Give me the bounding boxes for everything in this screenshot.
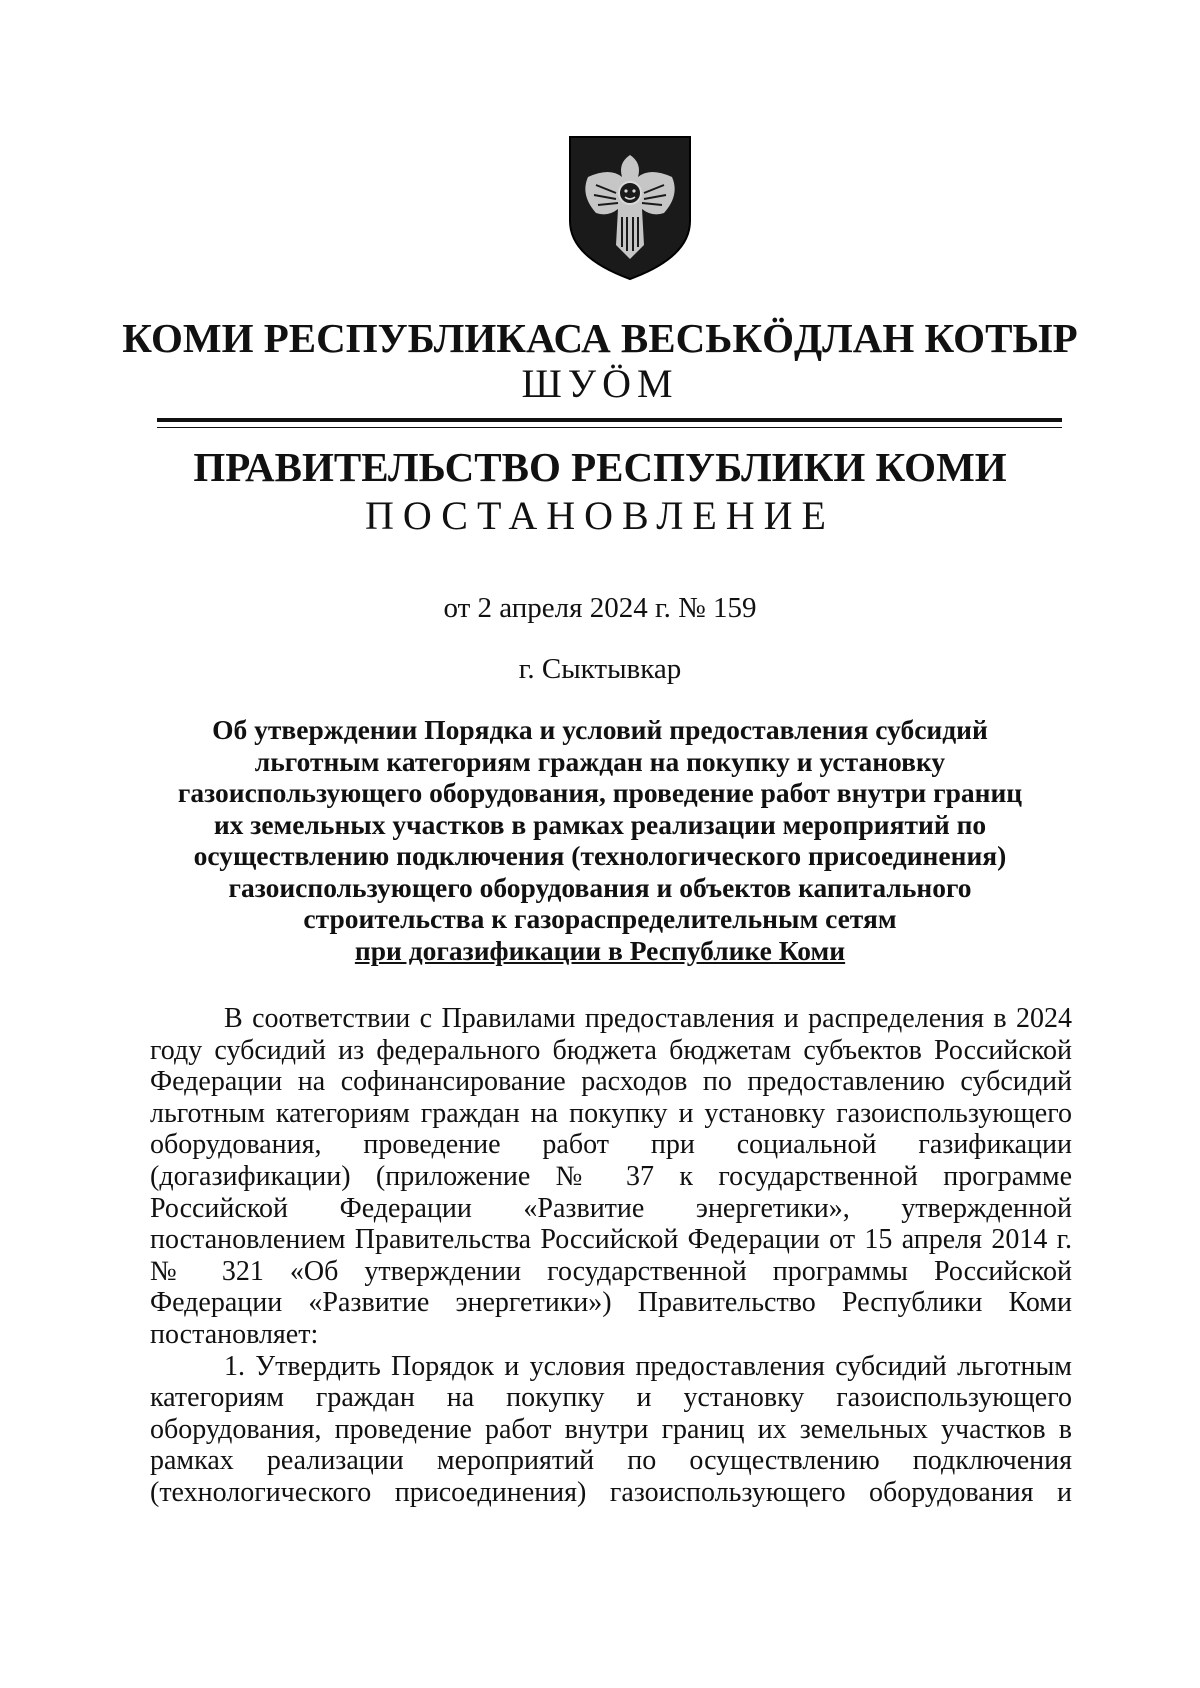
subject-line: Об утверждении Порядка и условий предоставления субсидий	[212, 714, 988, 745]
decree-date-number: от 2 апреля 2024 г. № 159	[443, 592, 757, 624]
komi-decree-word: ШУÖМ	[521, 361, 679, 406]
body-line: постановлением Правительства Российской Федерации от 15 апреля 2014 г.	[150, 1224, 1072, 1256]
decree-body	[150, 1003, 1072, 1509]
decree-word: ПОСТАНОВЛЕНИЕ	[365, 493, 835, 538]
subject-line: их земельных участков в рамках реализации мероприятий по	[213, 808, 987, 840]
government-title: ПРАВИТЕЛЬСТВО РЕСПУБЛИКИ КОМИ	[193, 444, 1007, 490]
komi-coat-of-arms-icon	[566, 133, 694, 281]
body-line: 1. Утвердить Порядок и условия предоставления субсидий льготным	[224, 1350, 1072, 1382]
body-line: (догазификации) (приложение № 37 к государственной программе	[150, 1160, 1072, 1192]
header-divider-thick	[157, 418, 1062, 422]
body-line: льготным категориям граждан на покупку и установку газоиспользующего	[150, 1097, 1072, 1129]
header-divider-thin	[157, 427, 1062, 428]
body-line: Федерации на софинансирование расходов по предоставлению субсидий	[150, 1066, 1072, 1098]
body-line: (технологического присоединения) газоиспользующего оборудования и	[150, 1476, 1072, 1508]
body-line: рамках реализации мероприятий по осуществлению подключения	[150, 1445, 1072, 1477]
decree-city: г. Сыктывкар	[518, 653, 682, 685]
subject-line: газоиспользующего оборудования и объектов капитального	[228, 871, 972, 903]
body-line: № 321 «Об утверждении государственной программы Российской	[150, 1255, 1072, 1287]
subject-line: льготным категориям граждан на покупку и установку	[254, 745, 946, 777]
body-line: Российской Федерации «Развитие энергетики», утвержденной	[150, 1192, 1072, 1224]
subject-line: осуществлению подключения (технологического присоединения)	[193, 840, 1007, 871]
body-line: оборудования, проведение работ внутри границ их земельных участков в	[150, 1413, 1072, 1445]
body-line: оборудования, проведение работ при социальной газификации	[150, 1129, 1072, 1161]
body-line: В соответствии с Правилами предоставления и распределения в 2024	[224, 1003, 1072, 1034]
komi-government-title: КОМИ РЕСПУБЛИКАСА ВЕСЬКÖДЛАН КОТЫР	[122, 315, 1078, 361]
subject-line-underlined: при догазификации в Республике Коми	[354, 934, 846, 966]
body-line: году субсидий из федерального бюджета бюджетам субъектов Российской	[150, 1034, 1072, 1066]
body-line: категориям граждан на покупку и установку газоиспользующего	[150, 1382, 1072, 1414]
subject-line: газоиспользующего оборудования, проведение работ внутри границ	[177, 777, 1023, 808]
decree-subject	[150, 714, 1050, 966]
body-line: Федерации «Развитие энергетики») Правительство Республики Коми	[150, 1287, 1072, 1319]
subject-line: строительства к газораспределительным сетям	[303, 903, 897, 934]
body-line: постановляет:	[150, 1318, 319, 1350]
